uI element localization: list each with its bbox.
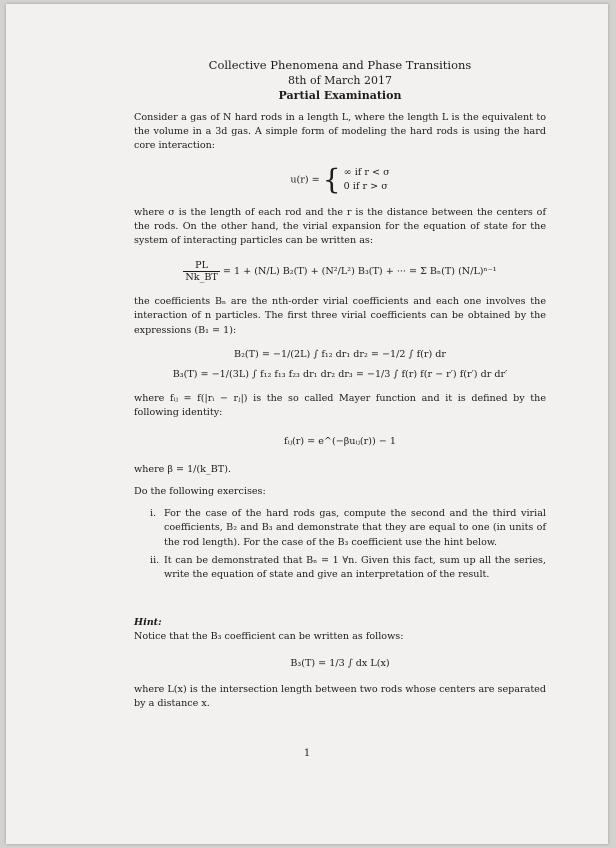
exercise-text: It can be demonstrated that Bₙ = 1 ∀n. Given this fact, sum up all the series, write the equation of state and give an interpretation of the result.	[164, 554, 546, 581]
virial-expansion: = 1 + (N/L) B₂(T) + (N²/L²) B₃(T) + ··· = Σ Bₙ(T) (N/L)ⁿ⁻¹	[222, 266, 497, 278]
potential-case-1: ∞ if r < σ	[343, 166, 390, 178]
hint-after: where L(x) is the intersection length between two rods whose centers are separated by a distance x.	[134, 683, 546, 710]
exercise-label: ii.	[150, 554, 160, 566]
exercises-intro: Do the following exercises:	[134, 486, 266, 498]
page-content	[134, 58, 546, 711]
b2-equation: B₂(T) = −1/(2L) ∫ f₁₂ dr₁ dr₂ = −1/2 ∫ f(r) dr	[234, 348, 446, 360]
mayer-equation: fᵢⱼ(r) = e^(−βuᵢⱼ(r)) − 1	[284, 435, 396, 447]
exam-date: 8th of March 2017	[287, 74, 392, 87]
hint-equation: B₃(T) = 1/3 ∫ dx L(x)	[290, 657, 390, 669]
virial-lhs-den: Nk_BT	[185, 272, 218, 284]
exam-page	[6, 4, 608, 844]
exercise-label: i.	[150, 508, 157, 520]
paragraph-3: the coefficients Bₙ are the nth-order virial coefficients and each one involves the interaction of n particles. The first three virial coefficients can be obtained by the expressions (B₁ = 1):	[134, 296, 546, 336]
paragraph-2: where σ is the length of each rod and the r is the distance between the centers of the rods. On the other hand, the virial expansion for the equation of state for the system of interacting particles can be written as:	[134, 206, 546, 247]
beta-definition: where β = 1/(k_BT).	[134, 463, 231, 475]
virial-lhs-num: PL	[183, 260, 219, 272]
hint-text: Notice that the B₃ coefficient can be written as follows:	[134, 631, 404, 643]
exercise-text: For the case of the hard rods gas, compute the second and the third virial coefficients, B₂ and B₃ and demonstrate that they are equal to one (in units of the rod length). For the case of the B₃ coefficient use the hint below.	[164, 508, 546, 548]
exercise-item	[150, 554, 546, 582]
exercise-item	[150, 507, 546, 550]
potential-lhs: u(r) =	[290, 174, 320, 186]
hint-heading: Hint:	[134, 617, 162, 629]
b3-equation: B₃(T) = −1/(3L) ∫ f₁₂ f₁₃ f₂₃ dr₁ dr₂ dr₃ = −1/3 ∫ f(r) f(r − r′) f(r′) dr dr′	[172, 369, 508, 381]
virial-expansion-equation	[134, 260, 546, 283]
exercise-list	[134, 507, 546, 582]
potential-equation: u(r) = { ∞ if r < σ 0 if r > σ	[290, 162, 390, 196]
page-title: Collective Phenomena and Phase Transitions	[208, 58, 472, 72]
paragraph-4: where fᵢⱼ = f(|rᵢ − rⱼ|) is the so called Mayer function and it is defined by the following identity:	[134, 393, 546, 419]
potential-case-2: 0 if r > σ	[343, 180, 388, 192]
header	[134, 58, 546, 103]
exam-subtitle: Partial Examination	[278, 89, 402, 102]
page-number: 1	[303, 748, 311, 759]
intro-paragraph: Consider a gas of N hard rods in a length L, where the length L is the equivalent to the volume in a 3d gas. A simple form of modeling the hard rods is using the hard core interaction:	[134, 112, 546, 152]
